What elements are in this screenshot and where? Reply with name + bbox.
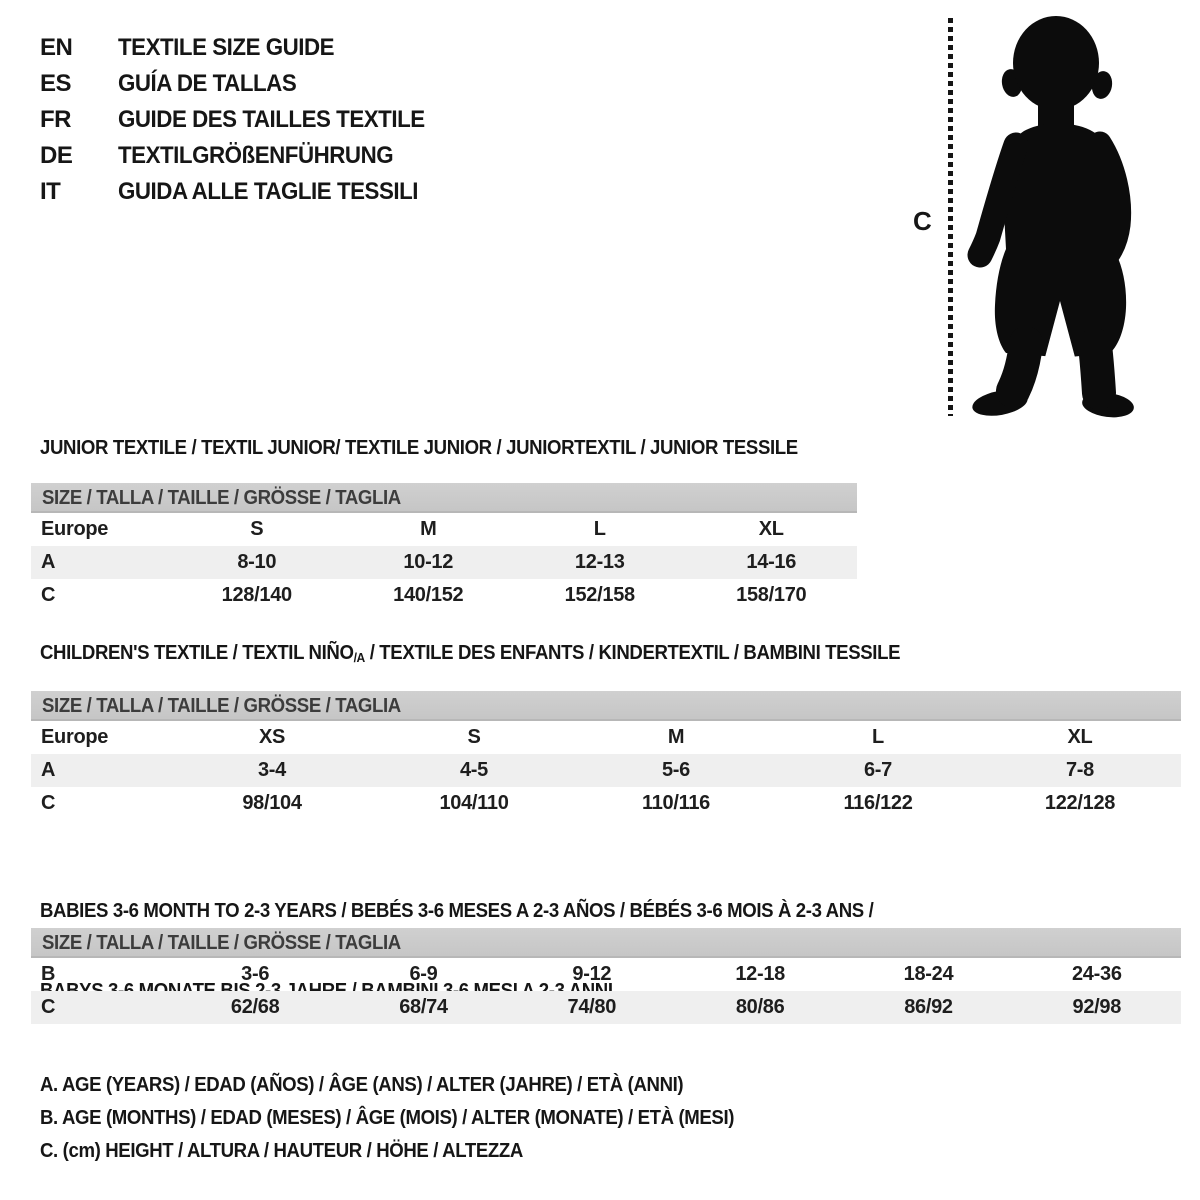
row-label: Europe	[41, 726, 109, 748]
table-row	[31, 754, 1181, 787]
size-cell: 6-7	[863, 759, 892, 781]
table-row	[31, 787, 1181, 820]
size-cell: 104/110	[439, 792, 509, 814]
language-title: GUÍA DE TALLAS	[118, 70, 297, 97]
size-cell: 62/68	[230, 996, 280, 1018]
row-label: A	[41, 759, 56, 781]
table-row	[31, 991, 1181, 1024]
size-cell: S	[467, 726, 481, 748]
babies-table	[31, 958, 1181, 1024]
language-title-list	[40, 30, 448, 210]
table-row	[31, 721, 1181, 754]
language-code: EN	[40, 34, 73, 61]
children-title-post: / TEXTILE DES ENFANTS / KINDERTEXTIL / BAMBINI TESSILE	[364, 642, 901, 664]
size-cell: 152/158	[564, 584, 635, 606]
language-row	[40, 102, 448, 138]
table-row	[31, 546, 857, 579]
note-age-months: B. AGE (MONTHS) / EDAD (MESES) / ÂGE (MOIS) / ALTER (MONATE) / ETÀ (MESI)	[40, 1107, 735, 1129]
size-header-bar	[31, 691, 1181, 721]
row-label: C	[41, 584, 56, 606]
size-cell: 7-8	[1065, 759, 1094, 781]
size-cell: 80/86	[735, 996, 785, 1018]
size-cell: 110/116	[642, 792, 710, 814]
language-code: IT	[40, 178, 61, 205]
size-cell: 74/80	[567, 996, 617, 1018]
table-row	[31, 579, 857, 612]
height-dashed-line	[948, 18, 953, 416]
note-height-cm: C. (cm) HEIGHT / ALTURA / HAUTEUR / HÖHE / ALTEZZA	[40, 1140, 523, 1162]
size-header-label: SIZE / TALLA / TAILLE / GRÖSSE / TAGLIA	[42, 487, 401, 509]
size-header-label: SIZE / TALLA / TAILLE / GRÖSSE / TAGLIA	[42, 695, 401, 717]
toddler-silhouette-icon	[962, 13, 1138, 421]
table-row	[31, 513, 857, 546]
size-cell: 24-36	[1071, 963, 1122, 985]
children-size-table	[31, 691, 1181, 820]
size-cell: S	[250, 518, 264, 540]
language-title: GUIDE DES TAILLES TEXTILE	[118, 106, 425, 133]
babies-title-line2: BABYS 3-6 MONATE BIS 2-3 JAHRE / BAMBINI 3-6 MESI A 2-3 ANNI	[40, 980, 613, 1002]
junior-section-title: JUNIOR TEXTILE / TEXTIL JUNIOR/ TEXTILE JUNIOR / JUNIORTEXTIL / JUNIOR TESSILE	[40, 437, 798, 459]
height-measure-label: C	[913, 206, 932, 236]
size-cell: 12-18	[735, 963, 785, 985]
row-label: C	[41, 996, 56, 1018]
children-section-title	[40, 642, 900, 665]
size-cell: 18-24	[903, 963, 954, 985]
language-row	[40, 66, 448, 102]
language-title: TEXTILE SIZE GUIDE	[118, 34, 335, 61]
size-cell: L	[593, 518, 606, 540]
junior-table	[31, 513, 857, 612]
size-cell: 98/104	[242, 792, 302, 814]
language-code: ES	[40, 70, 72, 97]
language-row	[40, 138, 448, 174]
size-cell: XL	[758, 518, 784, 540]
language-title: TEXTILGRÖßENFÜHRUNG	[118, 142, 394, 169]
size-cell: 122/128	[1044, 792, 1116, 814]
size-cell: 6-9	[409, 963, 438, 985]
size-cell: XS	[258, 726, 286, 748]
size-cell: 10-12	[403, 551, 454, 573]
language-code: DE	[40, 142, 73, 169]
size-cell: M	[667, 726, 685, 748]
size-cell: 158/170	[736, 584, 807, 606]
size-cell: 140/152	[393, 584, 464, 606]
junior-size-table	[31, 483, 857, 612]
language-row	[40, 30, 448, 66]
size-cell: 9-12	[572, 963, 612, 985]
size-cell: 116/122	[843, 792, 913, 814]
babies-size-table	[31, 928, 1181, 1024]
size-cell: 68/74	[399, 996, 448, 1018]
size-header-bar	[31, 928, 1181, 958]
size-header-label: SIZE / TALLA / TAILLE / GRÖSSE / TAGLIA	[42, 932, 401, 954]
size-cell: M	[420, 518, 437, 540]
size-cell: 86/92	[904, 996, 953, 1018]
size-cell: XL	[1067, 726, 1093, 748]
table-row	[31, 958, 1181, 991]
size-cell: 4-5	[459, 759, 488, 781]
size-cell: 3-4	[257, 759, 286, 781]
size-cell: 8-10	[237, 551, 277, 573]
size-cell: 3-6	[241, 963, 270, 985]
language-title: GUIDA ALLE TAGLIE TESSILI	[118, 178, 419, 205]
row-label: Europe	[41, 518, 109, 540]
row-label: C	[41, 792, 56, 814]
legend-notes	[40, 1075, 786, 1174]
children-table	[31, 721, 1181, 820]
size-cell: 128/140	[221, 584, 292, 606]
language-code: FR	[40, 106, 71, 133]
children-title-sub: /A	[353, 650, 365, 665]
size-cell: 12-13	[574, 551, 625, 573]
size-cell: 14-16	[746, 551, 797, 573]
babies-title-line1: BABIES 3-6 MONTH TO 2-3 YEARS / BEBÉS 3-6 MESES A 2-3 AÑOS / BÉBÉS 3-6 MOIS À 2-3 ANS /	[40, 900, 874, 922]
size-cell: 92/98	[1072, 996, 1122, 1018]
note-age-years: A. AGE (YEARS) / EDAD (AÑOS) / ÂGE (ANS) / ALTER (JAHRE) / ETÀ (ANNI)	[40, 1074, 684, 1096]
size-header-bar	[31, 483, 857, 513]
size-cell: L	[872, 726, 884, 748]
children-title-pre: CHILDREN'S TEXTILE / TEXTIL NIÑO	[40, 642, 354, 664]
row-label: B	[41, 963, 56, 985]
size-cell: 5-6	[661, 759, 690, 781]
row-label: A	[41, 551, 56, 573]
language-row	[40, 174, 448, 210]
